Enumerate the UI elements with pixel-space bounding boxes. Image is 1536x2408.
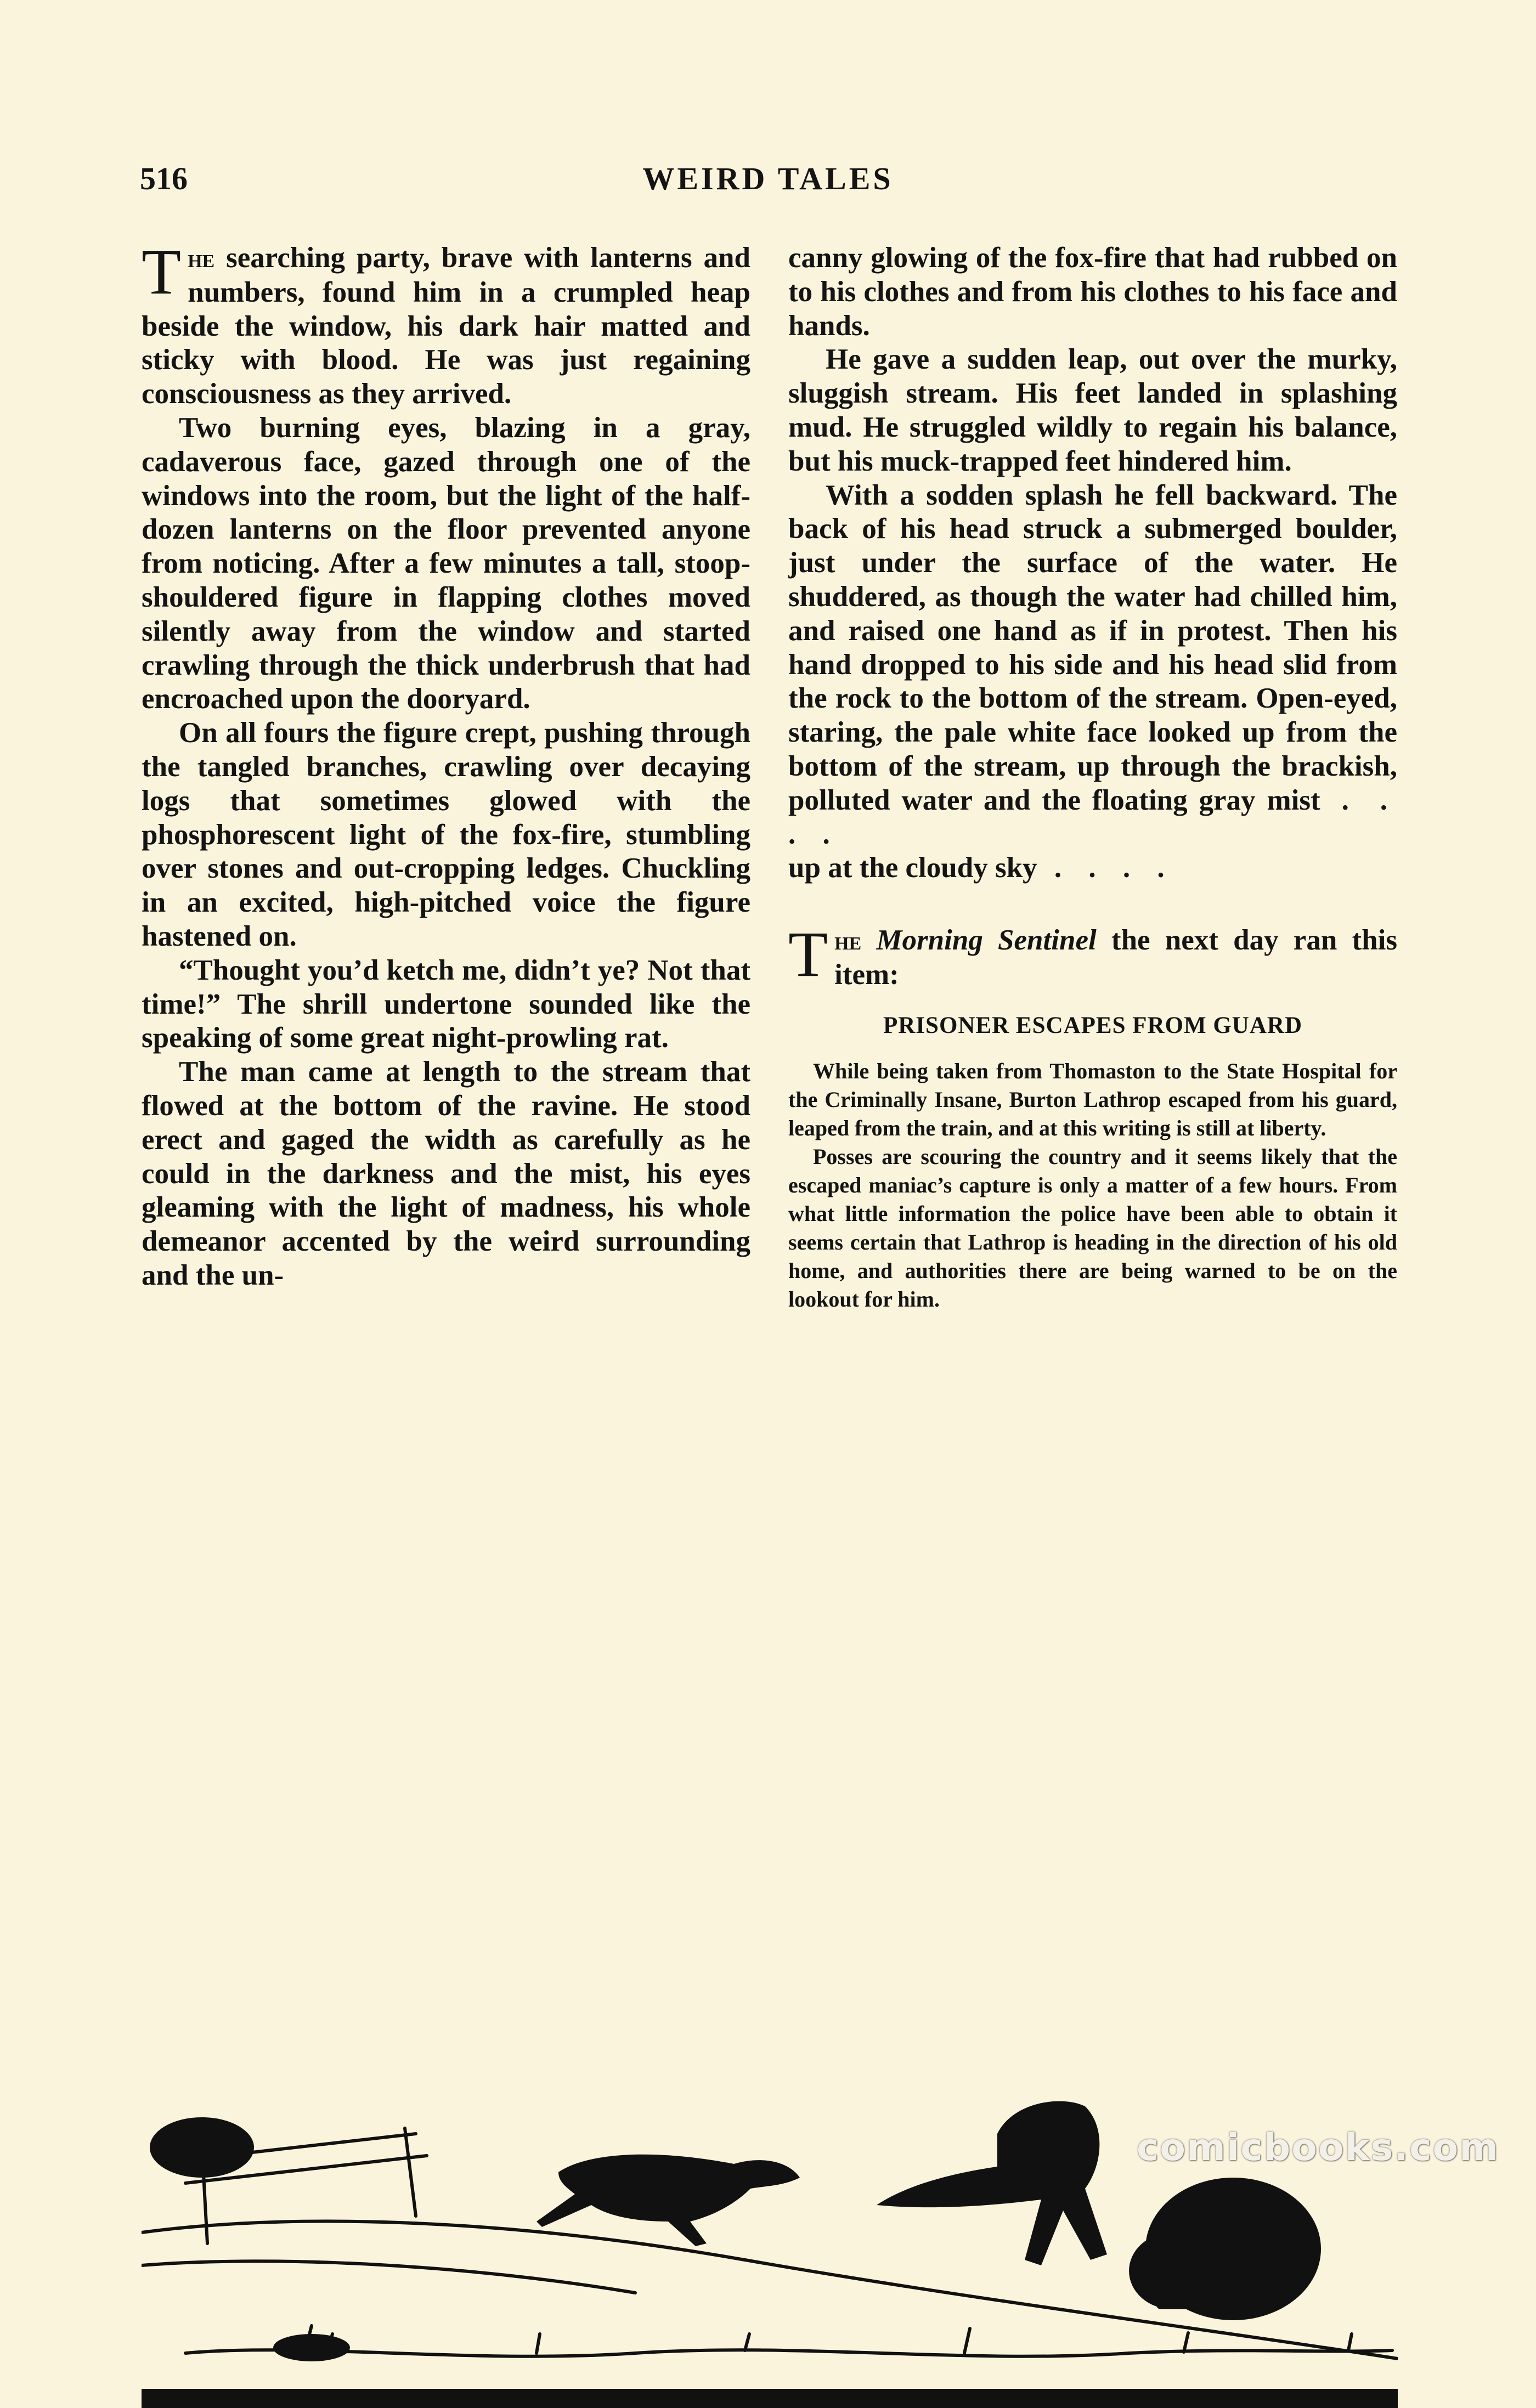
drop-cap: T xyxy=(142,236,182,308)
news-item xyxy=(788,1057,1397,1314)
paragraph: “Thought you’d ketch me, didn’t ye? Not that time!” The shrill undertone sounded like the speaking of some great night-prowling rat. xyxy=(142,954,750,1054)
small-caps-lead: he xyxy=(188,244,215,273)
paragraph: He gave a sudden leap, out over the murky, sluggish stream. His feet landed in splashing mud. He struggled wildly to regain his balance, but his muck-trapped feet hindered him. xyxy=(788,343,1397,477)
page-header xyxy=(140,160,1396,204)
paragraph-text: the next day ran this item: xyxy=(834,924,1397,991)
paragraph: The man came at length to the stream that flowed at the bottom of the ravine. He stood erect and gaged the width as carefully as he could in the darkness and the mist, his eyes gleaming with the light of madness, his whole demeanor accented by the weird surrounding and the un- xyxy=(142,1056,750,1291)
paragraph-text: searching party, brave with lanterns and numbers, found him in a crumpled heap beside the window, his dark hair matted and sticky with blood. He was just regaining consciousness as they arrived. xyxy=(142,242,750,410)
ellipsis: . . . . xyxy=(788,784,1397,850)
section-break xyxy=(788,885,1397,924)
magazine-title: WEIRD TALES xyxy=(642,161,894,196)
bush xyxy=(150,2117,254,2178)
page-number: 516 xyxy=(140,161,188,196)
right-column xyxy=(788,241,1397,1314)
hill-outline xyxy=(142,2261,635,2293)
dog-silhouette xyxy=(537,2155,800,2246)
news-paragraph: Posses are scouring the country and it seems likely that the escaped maniac’s capture is only a matter of a few hours. From what little information the police have been able to obtain it seems certain that Lathrop is heading in the direction of his old home, and authorities there are being warned to be on the lookout for him. xyxy=(788,1144,1397,1312)
opening-paragraph xyxy=(142,236,750,411)
paragraph xyxy=(788,851,1397,885)
newspaper-name: Morning Sentinel xyxy=(876,924,1097,957)
ellipsis: . . . . xyxy=(1037,852,1174,884)
ground-scribble xyxy=(185,2350,1392,2356)
paragraph: canny glowing of the fox-fire that had rubbed on to his clothes and from his clothes to his face and hands. xyxy=(788,242,1397,342)
distant-car xyxy=(1156,2265,1239,2309)
small-caps-lead: he xyxy=(834,926,862,956)
news-paragraph: While being taken from Thomaston to the State Hospital for the Criminally Insane, Burton Lathrop escaped from his guard, leaped from the train, and at this writing is still at liberty. xyxy=(788,1058,1397,1140)
news-headline: PRISONER ESCAPES FROM GUARD xyxy=(883,1012,1303,1038)
paragraph: Two burning eyes, blazing in a gray, cadaverous face, gazed through one of the windows into the room, but the light of the half-dozen lanterns on the floor prevented anyone from noticing. After a few minutes a tall, stoop-shouldered figure in flapping clothes moved silently away from the window and started crawling through the thick underbrush that had encroached upon the dooryard. xyxy=(142,411,750,715)
rock xyxy=(273,2334,350,2361)
fleeing-man xyxy=(877,2101,1107,2265)
paragraph-text: up at the cloudy sky xyxy=(788,852,1037,884)
fence-post xyxy=(405,2128,416,2216)
chase-illustration xyxy=(142,2068,1398,2408)
drop-cap: T xyxy=(788,918,828,991)
watermark: comicbooks.com xyxy=(1137,2126,1500,2169)
paragraph xyxy=(788,479,1397,852)
section-opening-paragraph xyxy=(788,918,1397,992)
paragraph: On all fours the figure crept, pushing through the tangled branches, crawling over decaying logs that sometimes glowed with the phosphorescent light of the fox-fire, stumbling over stones and out-cropping ledges. Chuckling in an excited, high-pitched voice the figure hastened on. xyxy=(142,717,750,952)
paragraph-text: With a sodden splash he fell backward. The back of his head struck a submerged boulder, just under the surface of the water. He shuddered, as though the water had chilled him, and raised one hand as if in protest. Then his hand dropped to his side and his head slid from the rock to the bottom of the stream. Open-eyed, staring, the pale white face looked up from the bottom of the stream, up through the brackish, polluted water and the floating gray mist xyxy=(788,479,1397,816)
ground-bar xyxy=(142,2389,1398,2408)
left-column xyxy=(142,236,750,1293)
